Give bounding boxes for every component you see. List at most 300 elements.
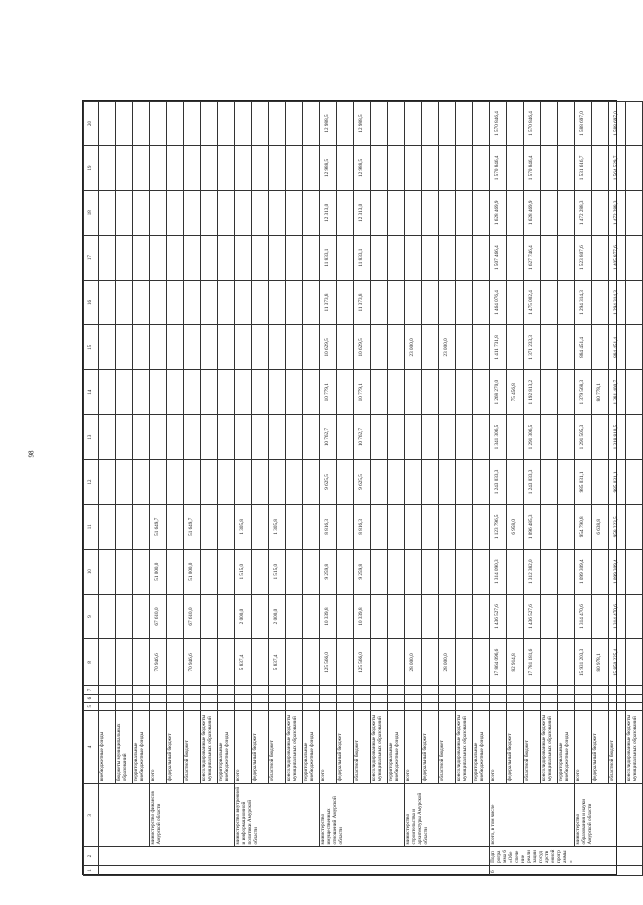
value-cell: [626, 235, 643, 280]
value-cell: 1 341 306,5: [490, 415, 507, 460]
funding-source-cell: консолидированные бюджеты муниципальных образований: [286, 710, 303, 783]
value-cell: [252, 549, 269, 594]
blank-cell: [252, 694, 269, 702]
value-cell: [473, 146, 490, 191]
value-cell: [337, 549, 354, 594]
table-row: [592, 102, 609, 876]
blank-cell: [133, 702, 150, 710]
value-cell: [201, 102, 218, 146]
value-cell: [303, 594, 320, 639]
blank-cell: [524, 686, 541, 694]
value-cell: [201, 146, 218, 191]
value-cell: [558, 190, 575, 235]
funding-source-cell: консолидированные бюджеты муниципальных образований: [626, 710, 643, 783]
value-cell: 11 833,1: [320, 235, 337, 280]
blank-cell: [507, 686, 524, 694]
column-number: 3: [84, 784, 99, 847]
value-cell: [286, 415, 303, 460]
value-cell: [235, 280, 252, 325]
responsible-executor-cell: [99, 784, 150, 847]
value-cell: [150, 102, 167, 146]
value-cell: [626, 460, 643, 505]
table-row: [201, 102, 218, 876]
value-cell: [592, 415, 609, 460]
value-cell: 1 305,8: [269, 504, 286, 549]
funding-source-cell: территориальные внебюджетные фонды: [218, 710, 235, 783]
value-cell: [405, 235, 422, 280]
funding-source-cell: территориальные внебюджетные фонды: [388, 710, 405, 783]
blank-cell: [422, 694, 439, 702]
value-cell: [201, 504, 218, 549]
value-cell: [507, 280, 524, 325]
value-cell: [541, 190, 558, 235]
value-cell: [541, 594, 558, 639]
value-cell: 1 588 697,0: [575, 102, 592, 146]
value-cell: [116, 370, 133, 415]
value-cell: [507, 325, 524, 370]
value-cell: [235, 146, 252, 191]
value-cell: [235, 190, 252, 235]
funding-source-cell: территориальные внебюджетные фонды: [558, 710, 575, 783]
value-cell: 28 000,0: [439, 639, 456, 686]
value-cell: 1 099 309,4: [609, 549, 626, 594]
blank-cell: [388, 686, 405, 694]
value-cell: 8 816,3: [320, 504, 337, 549]
table-row: [575, 102, 592, 876]
value-cell: 985 031,1: [575, 460, 592, 505]
blank-cell: [99, 702, 116, 710]
value-cell: [371, 190, 388, 235]
value-cell: 1 588 697,0: [609, 102, 626, 146]
value-cell: [626, 325, 643, 370]
column-number: 14: [84, 370, 99, 415]
value-cell: [99, 460, 116, 505]
value-cell: [507, 549, 524, 594]
value-cell: [558, 235, 575, 280]
value-cell: [201, 460, 218, 505]
value-cell: [133, 190, 150, 235]
column-number-row: [84, 102, 99, 876]
value-cell: [235, 370, 252, 415]
value-cell: [405, 280, 422, 325]
value-cell: [456, 325, 473, 370]
value-cell: [167, 235, 184, 280]
blank-cell: [252, 686, 269, 694]
value-cell: [99, 190, 116, 235]
blank-cell: [541, 694, 558, 702]
blank-cell: [405, 702, 422, 710]
value-cell: [286, 370, 303, 415]
value-cell: [558, 325, 575, 370]
value-cell: [116, 504, 133, 549]
value-cell: [456, 594, 473, 639]
value-cell: 1 507 466,4: [490, 235, 507, 280]
table-row: [507, 102, 524, 876]
value-cell: [252, 190, 269, 235]
blank-cell: [456, 694, 473, 702]
funding-source-cell: внебюджетные фонды: [99, 710, 116, 783]
value-cell: 1 564 529,7: [609, 146, 626, 191]
funding-source-cell: территориальные внебюджетные фонды: [473, 710, 490, 783]
blank-cell: [286, 702, 303, 710]
value-cell: [150, 190, 167, 235]
value-cell: [473, 504, 490, 549]
blank-cell: [354, 686, 371, 694]
value-cell: [286, 235, 303, 280]
blank-cell: [99, 694, 116, 702]
value-cell: [422, 102, 439, 146]
funding-source-cell: областной бюджет: [524, 710, 541, 783]
value-cell: [150, 325, 167, 370]
funding-source-cell: консолидированные бюджеты муниципальных образований: [541, 710, 558, 783]
value-cell: [218, 102, 235, 146]
value-cell: [507, 102, 524, 146]
value-cell: 17 781 181,6: [524, 639, 541, 686]
blank-cell: [235, 686, 252, 694]
value-cell: [303, 325, 320, 370]
value-cell: [201, 594, 218, 639]
blank-cell: [507, 694, 524, 702]
value-cell: [337, 460, 354, 505]
funding-source-cell: всего: [320, 710, 337, 783]
value-cell: [252, 415, 269, 460]
blank-cell: [167, 702, 184, 710]
value-cell: [405, 102, 422, 146]
value-cell: [201, 639, 218, 686]
value-cell: [626, 280, 643, 325]
value-cell: 67 610,0: [184, 594, 201, 639]
value-cell: [456, 504, 473, 549]
value-cell: [541, 280, 558, 325]
value-cell: 1 515,0: [235, 549, 252, 594]
value-cell: [150, 146, 167, 191]
value-cell: 1 381 400,7: [609, 370, 626, 415]
value-cell: [133, 146, 150, 191]
value-cell: [558, 504, 575, 549]
value-cell: 1 523 807,6: [575, 235, 592, 280]
value-cell: [592, 190, 609, 235]
table-row: [218, 102, 235, 876]
blank-cell: [592, 702, 609, 710]
blank-cell: [167, 686, 184, 694]
value-cell: [286, 325, 303, 370]
blank-cell: [337, 702, 354, 710]
value-cell: [150, 280, 167, 325]
blank-cell: [150, 694, 167, 702]
value-cell: [218, 146, 235, 191]
value-cell: 125 566,0: [354, 639, 371, 686]
column-number: 10: [84, 549, 99, 594]
column-number: 18: [84, 190, 99, 235]
table-row: [626, 102, 643, 876]
column-number: 9: [84, 594, 99, 639]
blank-cell: [626, 686, 643, 694]
value-cell: [473, 594, 490, 639]
value-cell: [388, 549, 405, 594]
blank-cell: [184, 686, 201, 694]
value-cell: [626, 504, 643, 549]
value-cell: [422, 235, 439, 280]
column-number: 15: [84, 325, 99, 370]
value-cell: [99, 235, 116, 280]
blank-cell: [558, 686, 575, 694]
funding-source-cell: федеральный бюджет: [337, 710, 354, 783]
value-cell: [371, 102, 388, 146]
blank-cell: [439, 702, 456, 710]
column-number: 16: [84, 280, 99, 325]
value-cell: [439, 280, 456, 325]
value-cell: 11 833,1: [354, 235, 371, 280]
blank-cell: [575, 686, 592, 694]
value-cell: 1 515,0: [269, 549, 286, 594]
table-row: [116, 102, 133, 876]
value-cell: [116, 639, 133, 686]
value-cell: [286, 639, 303, 686]
value-cell: [184, 325, 201, 370]
value-cell: 1 243 033,3: [524, 460, 541, 505]
blank-cell: [371, 694, 388, 702]
value-cell: 1 570 846,4: [490, 146, 507, 191]
value-cell: 80 978,1: [592, 639, 609, 686]
value-cell: [405, 549, 422, 594]
value-cell: 12 988,5: [320, 102, 337, 146]
value-cell: 1 411 731,8: [490, 325, 507, 370]
value-cell: [235, 460, 252, 505]
budget-table: [83, 101, 643, 876]
value-cell: [201, 235, 218, 280]
table-row: [422, 102, 439, 876]
value-cell: 1 472 288,3: [575, 190, 592, 235]
value-cell: 70 946,6: [150, 639, 167, 686]
blank-cell: [558, 694, 575, 702]
blank-cell: [473, 686, 490, 694]
value-cell: [167, 639, 184, 686]
blank-cell: [269, 702, 286, 710]
blank-cell: [320, 694, 337, 702]
blank-cell: [524, 694, 541, 702]
value-cell: [473, 415, 490, 460]
value-cell: 125 566,0: [320, 639, 337, 686]
value-cell: 12 313,0: [354, 190, 371, 235]
funding-source-cell: областной бюджет: [184, 710, 201, 783]
value-cell: 1 628 469,9: [490, 190, 507, 235]
blank-cell: [235, 702, 252, 710]
value-cell: [473, 325, 490, 370]
blank-cell: [473, 702, 490, 710]
value-cell: 1 305,8: [235, 504, 252, 549]
value-cell: [626, 370, 643, 415]
value-cell: [422, 504, 439, 549]
blank-cell: [201, 694, 218, 702]
blank-cell: [184, 702, 201, 710]
value-cell: 10 762,7: [320, 415, 337, 460]
value-cell: [303, 504, 320, 549]
value-cell: [592, 280, 609, 325]
value-cell: 1 268 270,0: [490, 370, 507, 415]
value-cell: [252, 325, 269, 370]
value-cell: 10 762,7: [354, 415, 371, 460]
table-row: [235, 102, 252, 876]
value-cell: [286, 549, 303, 594]
blank-cell: [252, 702, 269, 710]
value-cell: [439, 504, 456, 549]
value-cell: [235, 415, 252, 460]
blank-cell: [388, 694, 405, 702]
value-cell: [388, 415, 405, 460]
funding-source-cell: территориальные внебюджетные фонды: [133, 710, 150, 783]
table-row: [320, 102, 337, 876]
value-cell: [269, 146, 286, 191]
value-cell: 2 000,0: [235, 594, 252, 639]
value-cell: [99, 549, 116, 594]
value-cell: [133, 460, 150, 505]
column-number: 20: [84, 102, 99, 146]
value-cell: [252, 146, 269, 191]
value-cell: 12 313,0: [320, 190, 337, 235]
value-cell: [286, 190, 303, 235]
column-number: 7: [84, 686, 99, 694]
value-cell: [303, 370, 320, 415]
blank-cell: [422, 702, 439, 710]
value-cell: [388, 370, 405, 415]
value-cell: [252, 504, 269, 549]
value-cell: 17 864 096,6: [490, 639, 507, 686]
value-cell: 10 339,8: [320, 594, 337, 639]
value-cell: [507, 460, 524, 505]
value-cell: 10 339,8: [354, 594, 371, 639]
value-cell: 51 649,7: [150, 504, 167, 549]
responsible-executor-cell: министерство строительства и архитектуры Амурской области: [405, 784, 490, 847]
value-cell: 1 314 470,6: [575, 594, 592, 639]
value-cell: [218, 460, 235, 505]
value-cell: [439, 415, 456, 460]
value-cell: [541, 146, 558, 191]
rotated-table: [83, 101, 638, 876]
value-cell: [252, 594, 269, 639]
blank-cell: [99, 847, 490, 865]
value-cell: [473, 235, 490, 280]
blank-cell: [167, 694, 184, 702]
value-cell: 10 629,5: [320, 325, 337, 370]
value-cell: [133, 325, 150, 370]
value-cell: [626, 190, 643, 235]
blank-cell: [303, 686, 320, 694]
value-cell: 884 451,4: [575, 325, 592, 370]
value-cell: 28 000,0: [405, 639, 422, 686]
value-cell: [473, 102, 490, 146]
funding-source-cell: областной бюджет: [269, 710, 286, 783]
value-cell: [473, 370, 490, 415]
value-cell: [405, 146, 422, 191]
value-cell: [133, 549, 150, 594]
funding-source-cell: всего: [490, 710, 507, 783]
value-cell: [541, 549, 558, 594]
responsible-executor-cell: министерство внутренней и информационной политики Амурской области: [235, 784, 320, 847]
value-cell: 1 243 033,3: [490, 460, 507, 505]
value-cell: [541, 370, 558, 415]
value-cell: [456, 190, 473, 235]
value-cell: [252, 235, 269, 280]
value-cell: [371, 549, 388, 594]
blank-cell: [269, 686, 286, 694]
blank-cell: [473, 694, 490, 702]
column-number: 11: [84, 504, 99, 549]
table-row: [490, 102, 507, 876]
value-cell: [218, 325, 235, 370]
value-cell: [133, 415, 150, 460]
table-row: [456, 102, 473, 876]
table-row: [99, 102, 116, 876]
value-cell: [286, 504, 303, 549]
value-cell: [269, 325, 286, 370]
value-cell: 15 850 225,4: [609, 639, 626, 686]
value-cell: [405, 370, 422, 415]
table-row: [269, 102, 286, 876]
value-cell: [116, 190, 133, 235]
value-cell: [388, 235, 405, 280]
funding-source-cell: всего: [405, 710, 422, 783]
value-cell: [456, 146, 473, 191]
funding-source-cell: всего: [575, 710, 592, 783]
value-cell: [388, 639, 405, 686]
column-number: 8: [84, 639, 99, 686]
blank-cell: [116, 694, 133, 702]
value-cell: 1 570 846,4: [524, 102, 541, 146]
table-row: [252, 102, 269, 876]
value-cell: [201, 190, 218, 235]
value-cell: 1 531 616,7: [575, 146, 592, 191]
blank-cell: [456, 702, 473, 710]
table-row: [405, 102, 422, 876]
value-cell: [337, 415, 354, 460]
value-cell: [235, 235, 252, 280]
value-cell: [422, 594, 439, 639]
value-cell: 1 570 846,4: [524, 146, 541, 191]
value-cell: 5 837,4: [269, 639, 286, 686]
table-row: [150, 102, 167, 876]
value-cell: [371, 415, 388, 460]
value-cell: 1 314 470,6: [609, 594, 626, 639]
blank-cell: [218, 694, 235, 702]
table-row: [388, 102, 405, 876]
value-cell: [167, 504, 184, 549]
value-cell: [201, 415, 218, 460]
responsible-executor-cell: министерство финансов Амурской области: [150, 784, 235, 847]
blank-cell: [371, 686, 388, 694]
value-cell: [388, 280, 405, 325]
value-cell: [116, 146, 133, 191]
value-cell: [558, 280, 575, 325]
value-cell: [99, 325, 116, 370]
funding-source-cell: консолидированные бюджеты муниципальных образований: [456, 710, 473, 783]
value-cell: [303, 415, 320, 460]
value-cell: [388, 190, 405, 235]
value-cell: [541, 102, 558, 146]
value-cell: [201, 325, 218, 370]
table-row: [524, 102, 541, 876]
blank-cell: [490, 686, 507, 694]
value-cell: [116, 102, 133, 146]
blank-cell: [286, 686, 303, 694]
value-cell: [592, 460, 609, 505]
value-cell: 1 628 469,9: [524, 190, 541, 235]
value-cell: [388, 594, 405, 639]
funding-source-cell: областной бюджет: [354, 710, 371, 783]
blank-cell: [405, 694, 422, 702]
table-row: [354, 102, 371, 876]
value-cell: [507, 235, 524, 280]
blank-cell: [218, 686, 235, 694]
